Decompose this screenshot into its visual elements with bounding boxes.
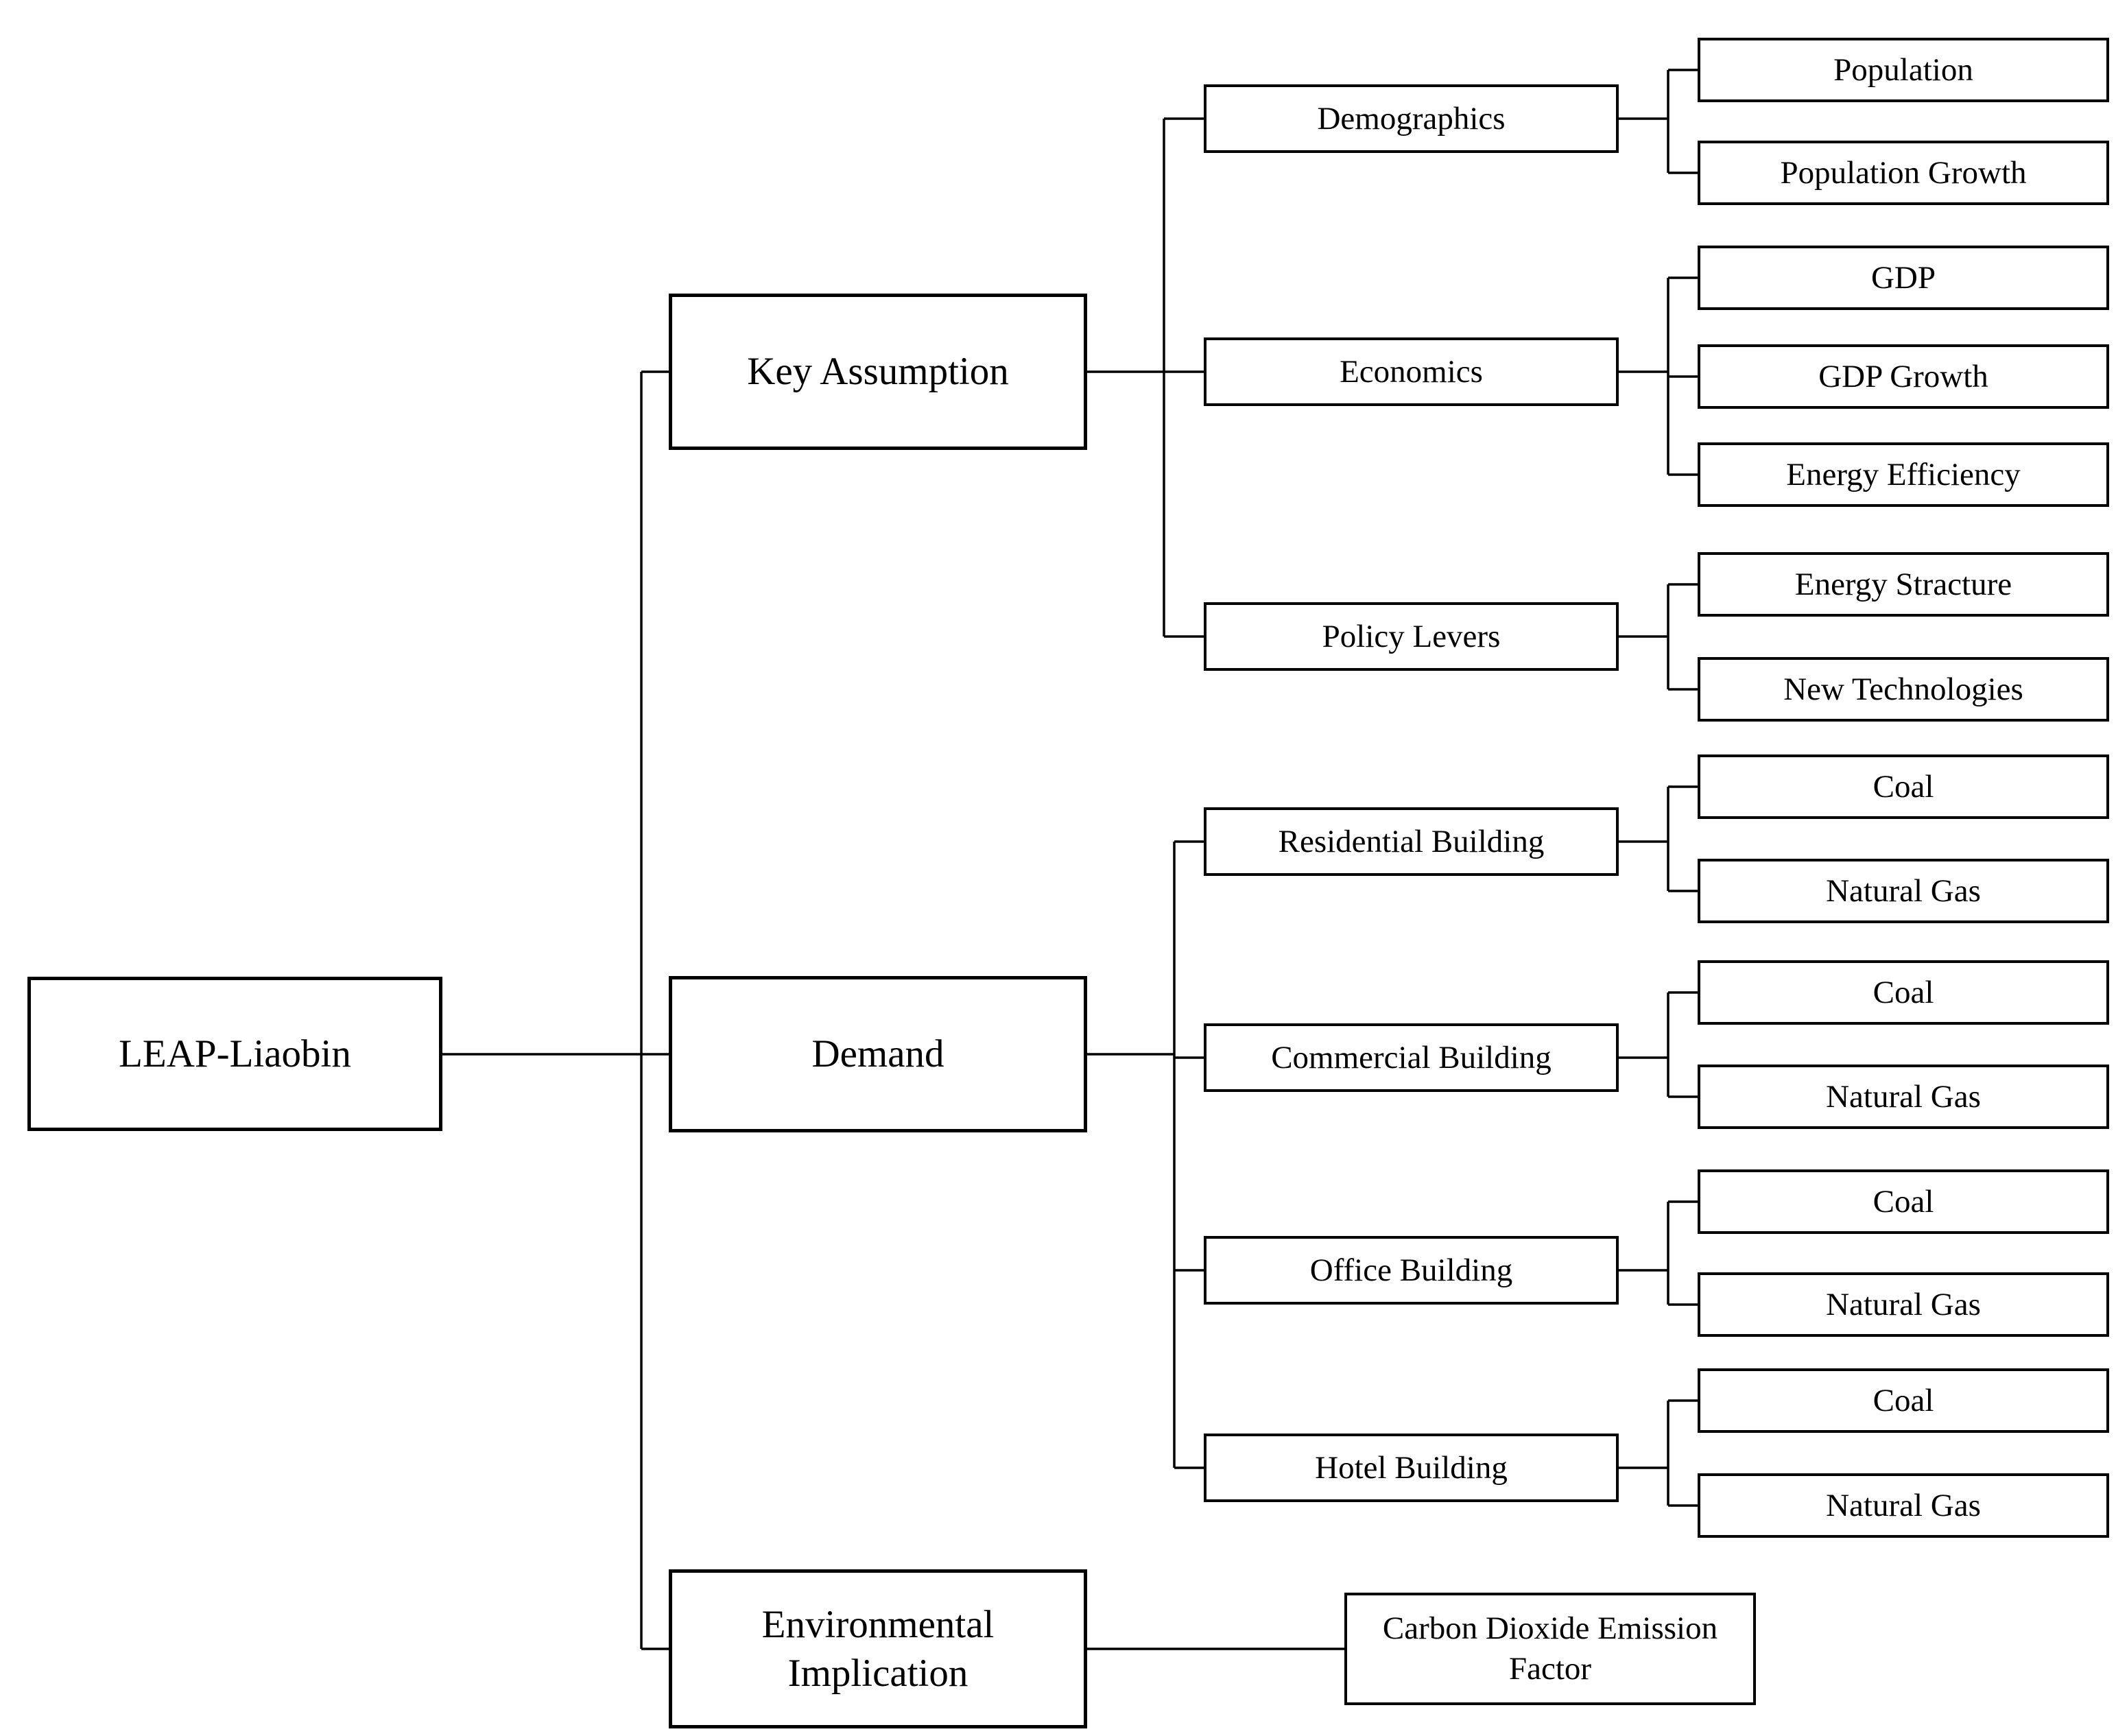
node-label: Demographics [1317,100,1506,136]
node-demand [669,976,1087,1132]
node-key-assumption [669,294,1087,450]
node-carbon-dioxide-emission-factor [1344,1593,1756,1705]
node-label: Key Assumption [747,350,1009,394]
node-label: Energy Stracture [1794,566,2012,602]
node-label: Environmental Implication [761,1602,995,1695]
node-label: LEAP-Liaobin [119,1032,351,1075]
node-label: Population [1833,51,1973,88]
node-label: Economics [1340,353,1483,390]
connector-commercial-building [1619,992,1698,1097]
node-label: Natural Gas [1826,1078,1981,1115]
node-environmental-implication [669,1569,1087,1728]
node-natural-gas-office [1698,1272,2109,1337]
node-residential-building [1204,807,1619,876]
node-energy-stracture [1698,552,2109,617]
connector-office-building [1619,1202,1698,1305]
node-natural-gas-residential [1698,859,2109,923]
connector-hotel-building [1619,1401,1698,1506]
connector-economics [1619,278,1698,475]
connector-residential-building [1619,787,1698,891]
node-label: Natural Gas [1826,1286,1981,1322]
node-population [1698,38,2109,102]
node-label: Energy Efficiency [1786,456,2021,492]
node-label: Carbon Dioxide Emission Factor [1382,1610,1718,1687]
node-leap-liaobin [27,977,442,1131]
node-office-building [1204,1236,1619,1305]
node-coal-commercial [1698,960,2109,1025]
node-label: New Technologies [1783,671,2023,707]
node-coal-office [1698,1169,2109,1234]
node-label: Residential Building [1278,823,1545,859]
node-demographics [1204,84,1619,153]
node-label: Natural Gas [1826,1487,1981,1523]
node-natural-gas-hotel [1698,1473,2109,1538]
node-new-technologies [1698,657,2109,722]
node-label: Policy Levers [1322,618,1501,654]
node-label: Coal [1873,1382,1934,1418]
node-label: GDP Growth [1818,358,1988,394]
node-coal-hotel [1698,1368,2109,1433]
connector-root-to-branches [442,372,669,1649]
node-label: Population Growth [1780,154,2027,191]
node-natural-gas-commercial [1698,1065,2109,1129]
node-label: GDP [1870,259,1936,296]
node-energy-efficiency [1698,442,2109,507]
node-economics [1204,337,1619,406]
connector-demographics [1619,70,1698,173]
connector-demand [1087,842,1204,1468]
connector-policy-levers [1619,584,1698,689]
node-population-growth [1698,141,2109,205]
node-gdp-growth [1698,344,2109,409]
node-policy-levers [1204,602,1619,671]
node-label: Demand [811,1032,944,1076]
node-label: Commercial Building [1271,1039,1552,1075]
node-label: Coal [1873,1183,1934,1220]
node-label: Coal [1873,974,1934,1010]
node-commercial-building [1204,1023,1619,1092]
node-label: Coal [1873,768,1934,805]
node-hotel-building [1204,1434,1619,1502]
node-gdp [1698,246,2109,310]
node-label: Office Building [1309,1252,1513,1288]
node-coal-residential [1698,754,2109,819]
node-label: Hotel Building [1315,1449,1508,1486]
connector-key-assumption [1087,119,1204,637]
node-label: Natural Gas [1826,872,1981,909]
